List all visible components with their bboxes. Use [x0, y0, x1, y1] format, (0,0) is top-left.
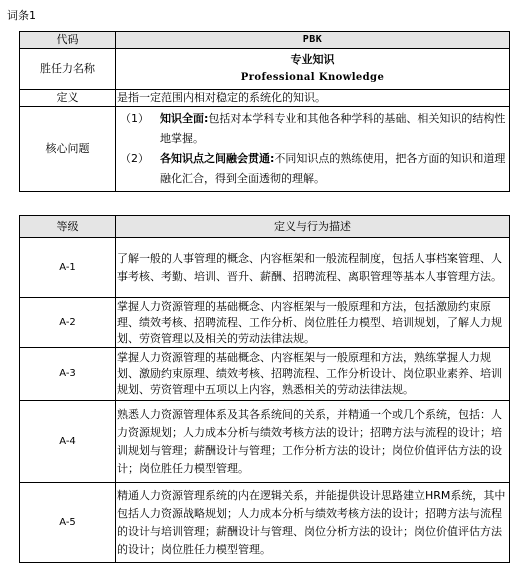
code-value: PBK — [116, 32, 510, 49]
definition-value: 是指一定范围内相对稳定的系统化的知识。 — [116, 90, 510, 107]
level-cell: A-1 — [20, 238, 116, 298]
level-description: 了解一般的人事管理的概念、内容框架和一般流程制度，包括人事档案管理、人事考核、考勤、培训、晋升、薪酬、招聘流程、离职管理等基本人事管理方法。 — [116, 238, 510, 298]
competency-name-cell — [116, 49, 510, 90]
issue-title: 知识全面: — [160, 112, 209, 125]
level-table — [19, 215, 510, 563]
competency-name-en: Professional Knowledge — [240, 72, 385, 83]
entry-label: 词条1 — [7, 9, 36, 22]
issue-title: 各知识点之间融会贯通: — [160, 152, 275, 165]
issue-text: 不同知识点的熟练使用，把各方面的知识和道理融化汇合，得到全面透彻的理解。 — [160, 152, 506, 185]
level-cell: A-5 — [20, 483, 116, 563]
definition-label: 定义 — [20, 90, 116, 107]
core-issues-cell — [116, 107, 510, 192]
level-description: 掌握人力资源管理的基础概念、内容框架与一般原理和方法，熟练掌握人力规划、激励约束原理、绩效考核、招聘流程、工作分析设计、岗位职业素养、培训规划、劳资管理中五项以上内容，熟悉相关的劳动法律法规。 — [116, 348, 510, 401]
level-cell: A-2 — [20, 298, 116, 348]
core-issue-item — [116, 149, 509, 189]
level-description: 熟悉人力资源管理体系及其各系统间的关系，并精通一个或几个系统，包括：人力资源规划；人力成本分析与绩效考核方法的设计；招聘方法与流程的设计；培训规划与管理；薪酬设计与管理；工作分析方法的设计；岗位价值评估方法的设计；岗位胜任力模型管理。 — [116, 401, 510, 483]
core-issue-item — [116, 109, 509, 149]
level-cell: A-3 — [20, 348, 116, 401]
competency-name-label: 胜任力名称 — [20, 49, 116, 90]
issue-text: 包括对本学科专业和其他各种学科的基础、相关知识的结构性地掌握。 — [160, 112, 506, 145]
code-label: 代码 — [20, 32, 116, 49]
level-description: 掌握人力资源管理的基础概念、内容框架与一般原理和方法，包括激励约束原理、绩效考核、招聘流程、工作分析、岗位胜任力模型、培训规划，了解人力规划、劳资管理以及相关的劳动法律法规。 — [116, 298, 510, 348]
level-cell: A-4 — [20, 401, 116, 483]
level-header: 等级 — [20, 216, 116, 238]
description-header: 定义与行为描述 — [116, 216, 510, 238]
issue-number: （1） — [120, 112, 149, 125]
core-issues-label: 核心问题 — [20, 107, 116, 192]
competency-name-cn: 专业知识 — [290, 53, 335, 66]
issue-number: （2） — [120, 152, 149, 165]
level-description: 精通人力资源管理系统的内在逻辑关系，并能提供设计思路建立HRM系统，其中包括人力资源战略规划；人力成本分析与绩效考核方法的设计；招聘方法与流程的设计与培训管理；薪酬设计与管理、岗位分析方法的设计；岗位价值评估方法的设计；岗位胜任力模型管理。 — [116, 483, 510, 563]
competency-table — [19, 31, 510, 192]
